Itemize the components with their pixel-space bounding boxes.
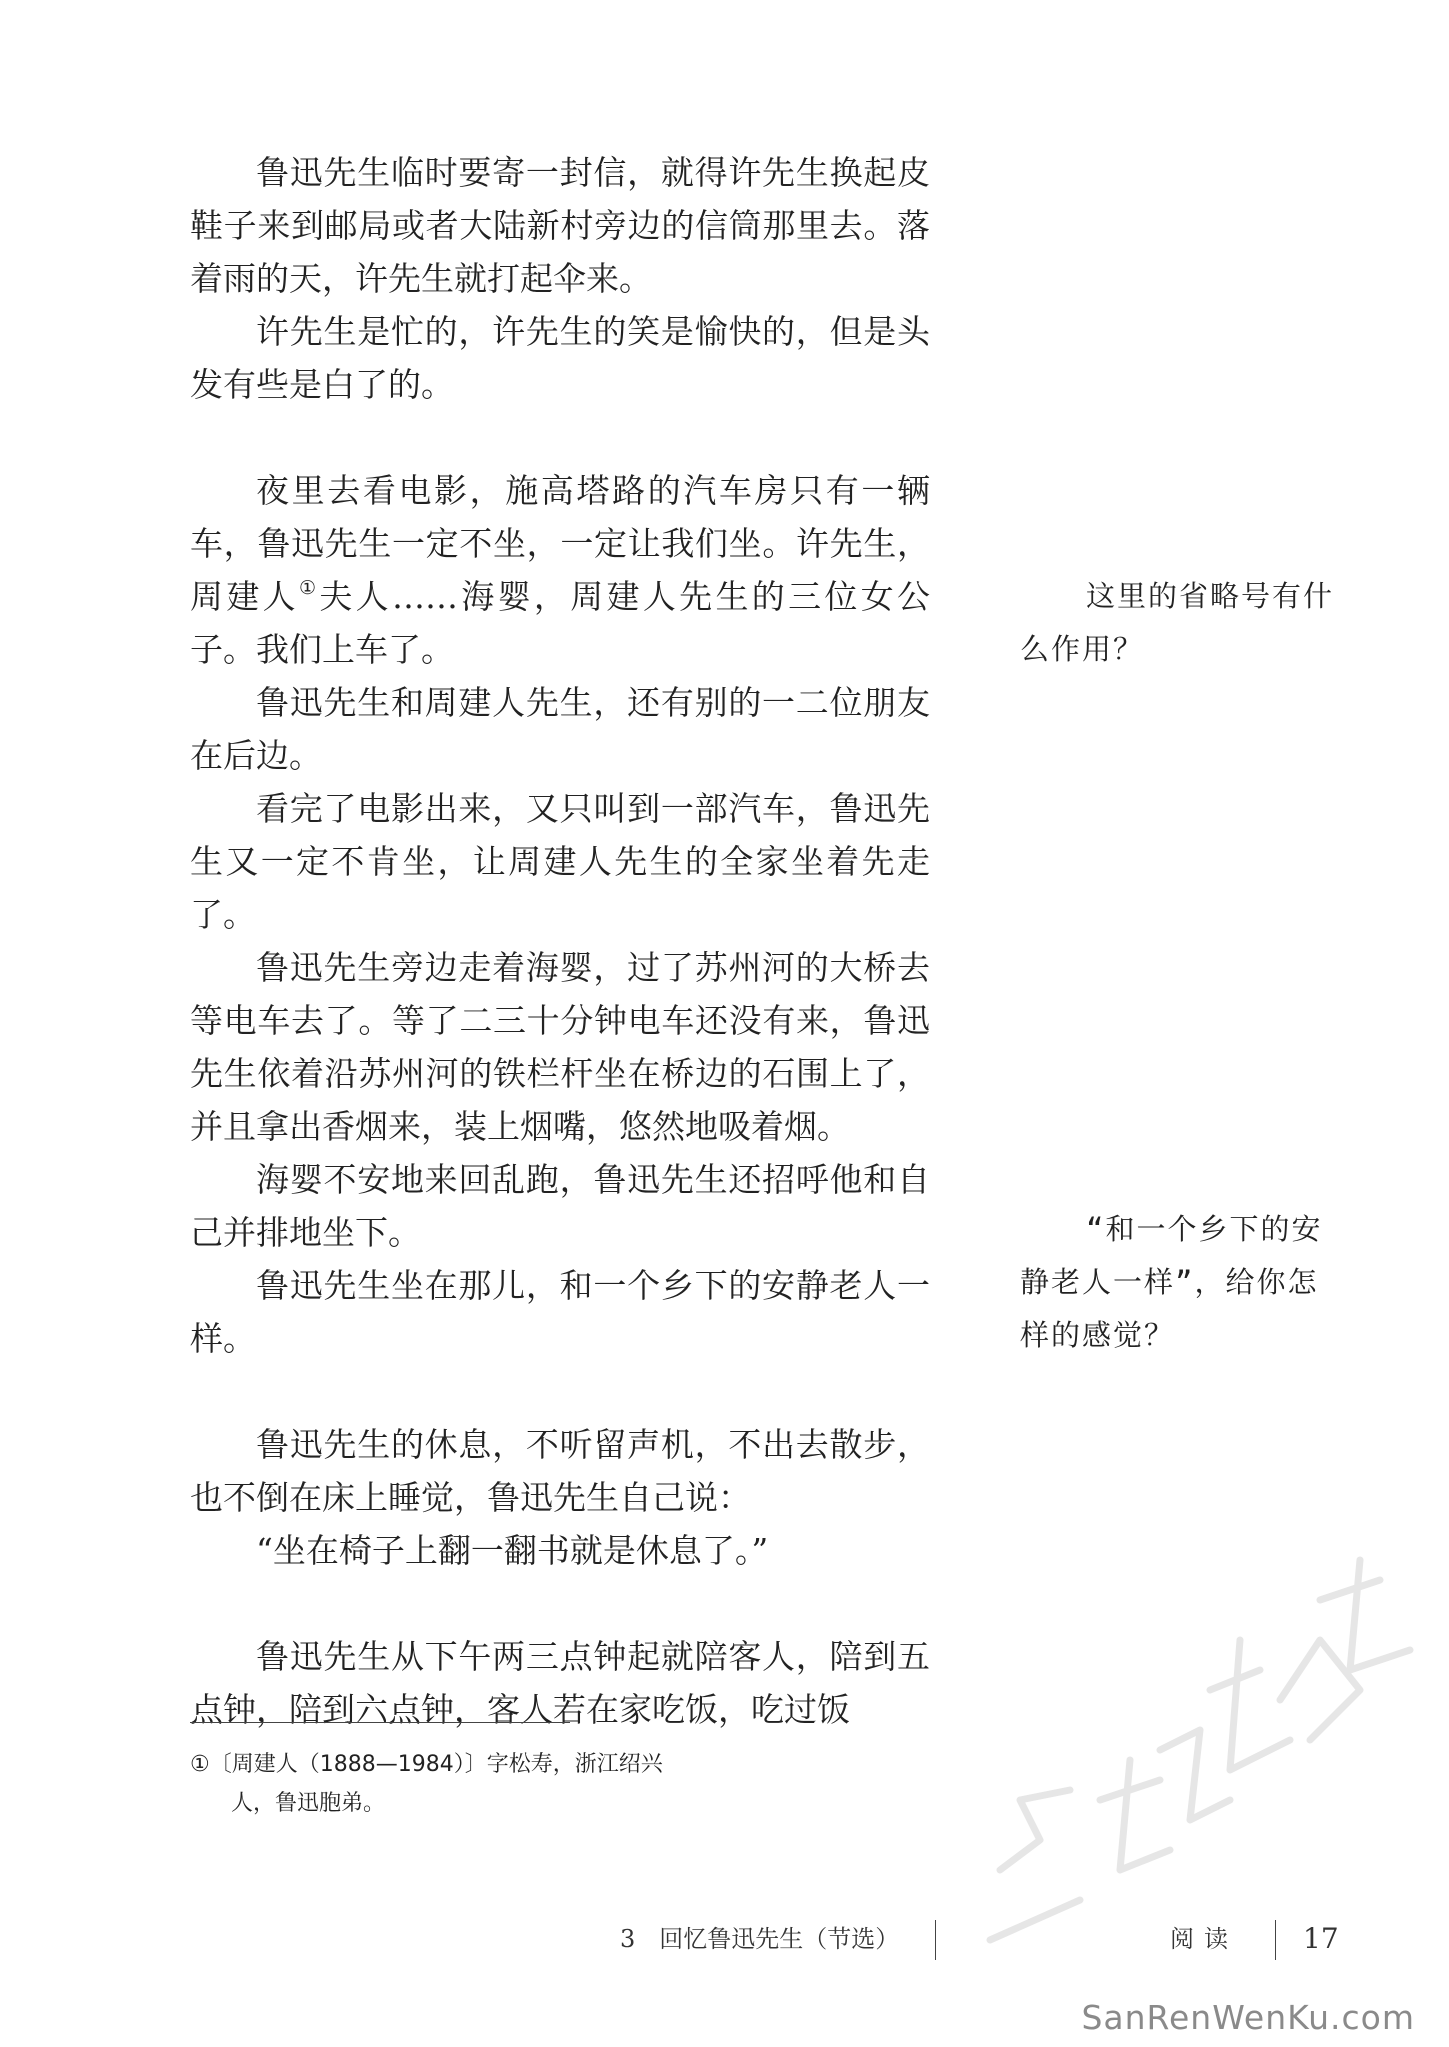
footer-separator (935, 1920, 936, 1960)
paragraph-7: 海婴不安地来回乱跑，鲁迅先生还招呼他和自己并排地坐下。 (190, 1160, 930, 1252)
paragraph-6: 鲁迅先生旁边走着海婴，过了苏州河的大桥去等电车去了。等了二三十分钟电车还没有来，鲁迅先生依着沿苏州河的铁栏杆坐在桥边的石围上了，并且拿出香烟来，装上烟嘴，悠然地吸着烟。 (190, 948, 930, 1146)
footnote-divider (190, 1722, 570, 1723)
paragraph-3-part-a: 夜里去看电影，施高塔路的汽车房只有一辆车，鲁迅先生一定不坐，一定让我们坐。许先生，周建人 (190, 471, 930, 616)
margin-note-old-man: “和一个乡下的安静老人一样”，给你怎样的感觉？ (1020, 1212, 1323, 1352)
paragraph-3 (190, 464, 930, 676)
margin-note-ellipsis: 这里的省略号有什么作用？ (1020, 579, 1335, 666)
paragraph-11: 鲁迅先生从下午两三点钟起就陪客人，陪到五点钟，陪到六点钟，客人若在家吃饭，吃过饭 (190, 1637, 930, 1729)
page-number: 17 (1303, 1922, 1339, 1955)
paragraph-8: 鲁迅先生坐在那儿，和一个乡下的安静老人一样。 (190, 1266, 930, 1358)
paragraph-5: 看完了电影出来，又只叫到一部汽车，鲁迅先生又一定不肯坐，让周建人先生的全家坐着先走了。 (190, 789, 930, 934)
footnote-line-1: ①〔周建人（1888—1984）〕字松寿，浙江绍兴 (190, 1752, 663, 1777)
footnote (190, 1745, 750, 1823)
footer-section-label: 阅读 (1170, 1925, 1238, 1953)
main-text (190, 146, 930, 1736)
footnote-line-2: 人，鲁迅胞弟。 (231, 1791, 386, 1816)
paragraph-9: 鲁迅先生的休息，不听留声机，不出去散步，也不倒在床上睡觉，鲁迅先生自己说： (190, 1425, 930, 1517)
footer-separator (1275, 1920, 1276, 1960)
paragraph-2: 许先生是忙的，许先生的笑是愉快的，但是头发有些是白了的。 (190, 312, 930, 404)
footnote-ref[interactable]: ① (298, 577, 320, 599)
site-watermark: SanRenWenKu.com (1081, 1998, 1415, 2037)
paragraph-3-part-b: 夫人……海婴，周建人先生的三位女公子。我们上车了。 (190, 577, 931, 669)
footer-chapter-title: 3 回忆鲁迅先生（节选） (620, 1925, 900, 1953)
paragraph-10: “坐在椅子上翻一翻书就是休息了。” (256, 1531, 769, 1570)
paragraph-1: 鲁迅先生临时要寄一封信，就得许先生换起皮鞋子来到邮局或者大陆新村旁边的信筒那里去。落着雨的天，许先生就打起伞来。 (190, 153, 930, 298)
publisher-watermark-stamp (960, 1540, 1430, 1960)
paragraph-4: 鲁迅先生和周建人先生，还有别的一二位朋友在后边。 (190, 683, 930, 775)
